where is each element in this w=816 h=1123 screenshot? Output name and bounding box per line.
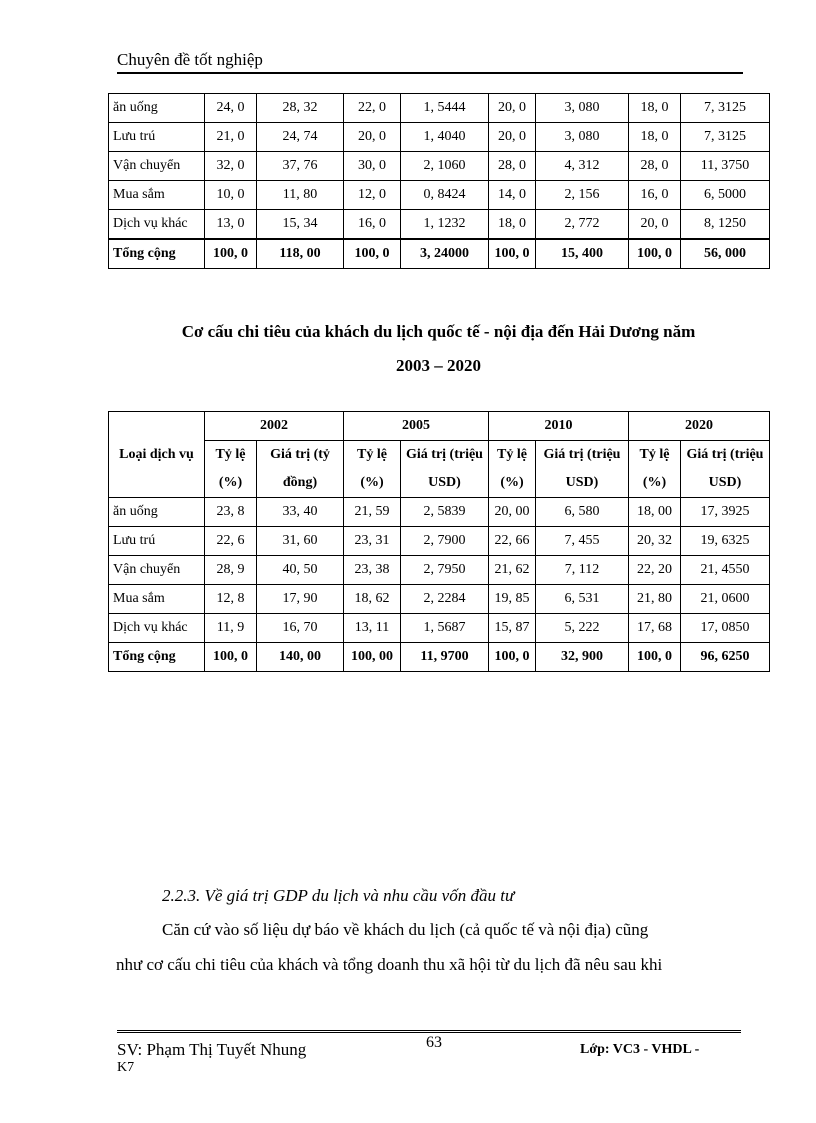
value-cell: 20, 0: [629, 210, 681, 240]
service-cell: Lưu trú: [109, 123, 205, 152]
value-cell: 10, 0: [205, 181, 257, 210]
value-cell: 2, 1060: [401, 152, 489, 181]
value-cell: 24, 74: [257, 123, 344, 152]
value-cell: 16, 0: [629, 181, 681, 210]
value-cell: 24, 0: [205, 94, 257, 123]
total-cell: 100, 0: [629, 239, 681, 269]
value-cell: 4, 312: [536, 152, 629, 181]
value-cell: 2, 2284: [401, 585, 489, 614]
table-row: [109, 210, 770, 240]
value-cell: 28, 0: [489, 152, 536, 181]
table-row: [109, 181, 770, 210]
value-cell: 2, 156: [536, 181, 629, 210]
value-cell: 7, 455: [536, 527, 629, 556]
total-cell: 100, 0: [205, 239, 257, 269]
total-row: [109, 239, 770, 269]
value-cell: 7, 3125: [681, 94, 770, 123]
table-caption-line1: Cơ cấu chi tiêu của khách du lịch quốc tế - nội địa đến Hải Dương năm: [181, 322, 696, 341]
column-subheader: Giá trị (triệu USD): [401, 441, 489, 498]
value-cell: 18, 00: [629, 498, 681, 527]
value-cell: 20, 0: [489, 94, 536, 123]
column-subheader: Tỷ lệ (%): [489, 441, 536, 498]
value-cell: 7, 3125: [681, 123, 770, 152]
value-cell: 1, 1232: [401, 210, 489, 240]
spending-table-continued: [108, 93, 770, 269]
table-row: [109, 527, 770, 556]
value-cell: 6, 531: [536, 585, 629, 614]
value-cell: 19, 6325: [681, 527, 770, 556]
total-cell: 100, 0: [205, 643, 257, 672]
value-cell: 6, 5000: [681, 181, 770, 210]
value-cell: 22, 0: [344, 94, 401, 123]
service-cell: ăn uống: [109, 94, 205, 123]
value-cell: 6, 580: [536, 498, 629, 527]
value-cell: 28, 9: [205, 556, 257, 585]
value-cell: 18, 62: [344, 585, 401, 614]
table-row: [109, 498, 770, 527]
total-cell: 11, 9700: [401, 643, 489, 672]
service-cell: Lưu trú: [109, 527, 205, 556]
column-subheader: Tỷ lệ (%): [205, 441, 257, 498]
total-cell: 3, 24000: [401, 239, 489, 269]
value-cell: 21, 4550: [681, 556, 770, 585]
table-row: [109, 94, 770, 123]
column-subheader: Giá trị (triệu USD): [536, 441, 629, 498]
total-cell: 140, 00: [257, 643, 344, 672]
value-cell: 31, 60: [257, 527, 344, 556]
value-cell: 20, 0: [489, 123, 536, 152]
value-cell: 23, 8: [205, 498, 257, 527]
total-cell: 118, 00: [257, 239, 344, 269]
value-cell: 12, 8: [205, 585, 257, 614]
table-row: [109, 556, 770, 585]
year-header: 2002: [205, 412, 344, 441]
value-cell: 8, 1250: [681, 210, 770, 240]
service-column-header: Loại dịch vụ: [109, 412, 205, 498]
value-cell: 15, 34: [257, 210, 344, 240]
value-cell: 20, 32: [629, 527, 681, 556]
service-cell: Dịch vụ khác: [109, 614, 205, 643]
value-cell: 40, 50: [257, 556, 344, 585]
total-row: [109, 643, 770, 672]
page-header: Chuyên đề tốt nghiệp: [117, 50, 743, 74]
footer-rule: [117, 1030, 741, 1033]
value-cell: 2, 7900: [401, 527, 489, 556]
value-cell: 17, 68: [629, 614, 681, 643]
service-cell: Dịch vụ khác: [109, 210, 205, 240]
value-cell: 13, 0: [205, 210, 257, 240]
table-row: [109, 123, 770, 152]
value-cell: 16, 0: [344, 210, 401, 240]
page-number: 63: [426, 1034, 442, 1051]
subheader-row: [109, 441, 770, 498]
value-cell: 28, 32: [257, 94, 344, 123]
value-cell: 18, 0: [629, 94, 681, 123]
table-row: [109, 614, 770, 643]
total-cell: 96, 6250: [681, 643, 770, 672]
year-header: 2020: [629, 412, 770, 441]
value-cell: 21, 0: [205, 123, 257, 152]
value-cell: 11, 3750: [681, 152, 770, 181]
value-cell: 2, 5839: [401, 498, 489, 527]
table-caption-line2: 2003 – 2020: [396, 356, 481, 375]
value-cell: 22, 20: [629, 556, 681, 585]
total-cell: 100, 0: [344, 239, 401, 269]
table-row: [109, 585, 770, 614]
value-cell: 15, 87: [489, 614, 536, 643]
value-cell: 33, 40: [257, 498, 344, 527]
value-cell: 18, 0: [489, 210, 536, 240]
value-cell: 17, 0850: [681, 614, 770, 643]
year-header: 2005: [344, 412, 489, 441]
value-cell: 21, 59: [344, 498, 401, 527]
value-cell: 19, 85: [489, 585, 536, 614]
service-cell: Vận chuyển: [109, 556, 205, 585]
value-cell: 14, 0: [489, 181, 536, 210]
value-cell: 2, 7950: [401, 556, 489, 585]
value-cell: 37, 76: [257, 152, 344, 181]
total-label: Tổng cộng: [109, 239, 205, 269]
service-cell: Vận chuyển: [109, 152, 205, 181]
total-label: Tổng cộng: [109, 643, 205, 672]
value-cell: 13, 11: [344, 614, 401, 643]
value-cell: 23, 31: [344, 527, 401, 556]
value-cell: 1, 5444: [401, 94, 489, 123]
total-cell: 100, 00: [344, 643, 401, 672]
value-cell: 21, 62: [489, 556, 536, 585]
total-cell: 15, 400: [536, 239, 629, 269]
column-subheader: Tỷ lệ (%): [629, 441, 681, 498]
value-cell: 3, 080: [536, 123, 629, 152]
service-cell: Mua sắm: [109, 585, 205, 614]
total-cell: 100, 0: [489, 643, 536, 672]
section-heading: 2.2.3. Về giá trị GDP du lịch và nhu cầu vốn đầu tư: [162, 886, 515, 905]
column-subheader: Tỷ lệ (%): [344, 441, 401, 498]
value-cell: 3, 080: [536, 94, 629, 123]
value-cell: 11, 80: [257, 181, 344, 210]
footer-cohort: K7: [117, 1060, 135, 1075]
paragraph-line: như cơ cấu chi tiêu của khách và tổng doanh thu xã hội từ du lịch đã nêu sau khi: [116, 955, 663, 974]
total-cell: 100, 0: [489, 239, 536, 269]
value-cell: 18, 0: [629, 123, 681, 152]
value-cell: 21, 0600: [681, 585, 770, 614]
value-cell: 17, 3925: [681, 498, 770, 527]
spending-structure-table: [108, 411, 770, 672]
value-cell: 20, 00: [489, 498, 536, 527]
footer-student-name: SV: Phạm Thị Tuyết Nhung: [117, 1040, 307, 1059]
value-cell: 28, 0: [629, 152, 681, 181]
value-cell: 1, 4040: [401, 123, 489, 152]
table-row: [109, 152, 770, 181]
total-cell: 56, 000: [681, 239, 770, 269]
footer-class: Lớp: VC3 - VHDL -: [580, 1042, 700, 1057]
value-cell: 20, 0: [344, 123, 401, 152]
value-cell: 23, 38: [344, 556, 401, 585]
value-cell: 0, 8424: [401, 181, 489, 210]
year-header-row: [109, 412, 770, 441]
value-cell: 2, 772: [536, 210, 629, 240]
value-cell: 32, 0: [205, 152, 257, 181]
total-cell: 32, 900: [536, 643, 629, 672]
total-cell: 100, 0: [629, 643, 681, 672]
value-cell: 16, 70: [257, 614, 344, 643]
value-cell: 22, 6: [205, 527, 257, 556]
value-cell: 21, 80: [629, 585, 681, 614]
value-cell: 17, 90: [257, 585, 344, 614]
value-cell: 11, 9: [205, 614, 257, 643]
value-cell: 12, 0: [344, 181, 401, 210]
value-cell: 22, 66: [489, 527, 536, 556]
column-subheader: Giá trị (tỷ đồng): [257, 441, 344, 498]
value-cell: 5, 222: [536, 614, 629, 643]
value-cell: 30, 0: [344, 152, 401, 181]
service-cell: ăn uống: [109, 498, 205, 527]
year-header: 2010: [489, 412, 629, 441]
paragraph-line: Căn cứ vào số liệu dự báo về khách du lịch (cả quốc tế và nội địa) cũng: [162, 920, 649, 939]
value-cell: 1, 5687: [401, 614, 489, 643]
service-cell: Mua sắm: [109, 181, 205, 210]
column-subheader: Giá trị (triệu USD): [681, 441, 770, 498]
value-cell: 7, 112: [536, 556, 629, 585]
